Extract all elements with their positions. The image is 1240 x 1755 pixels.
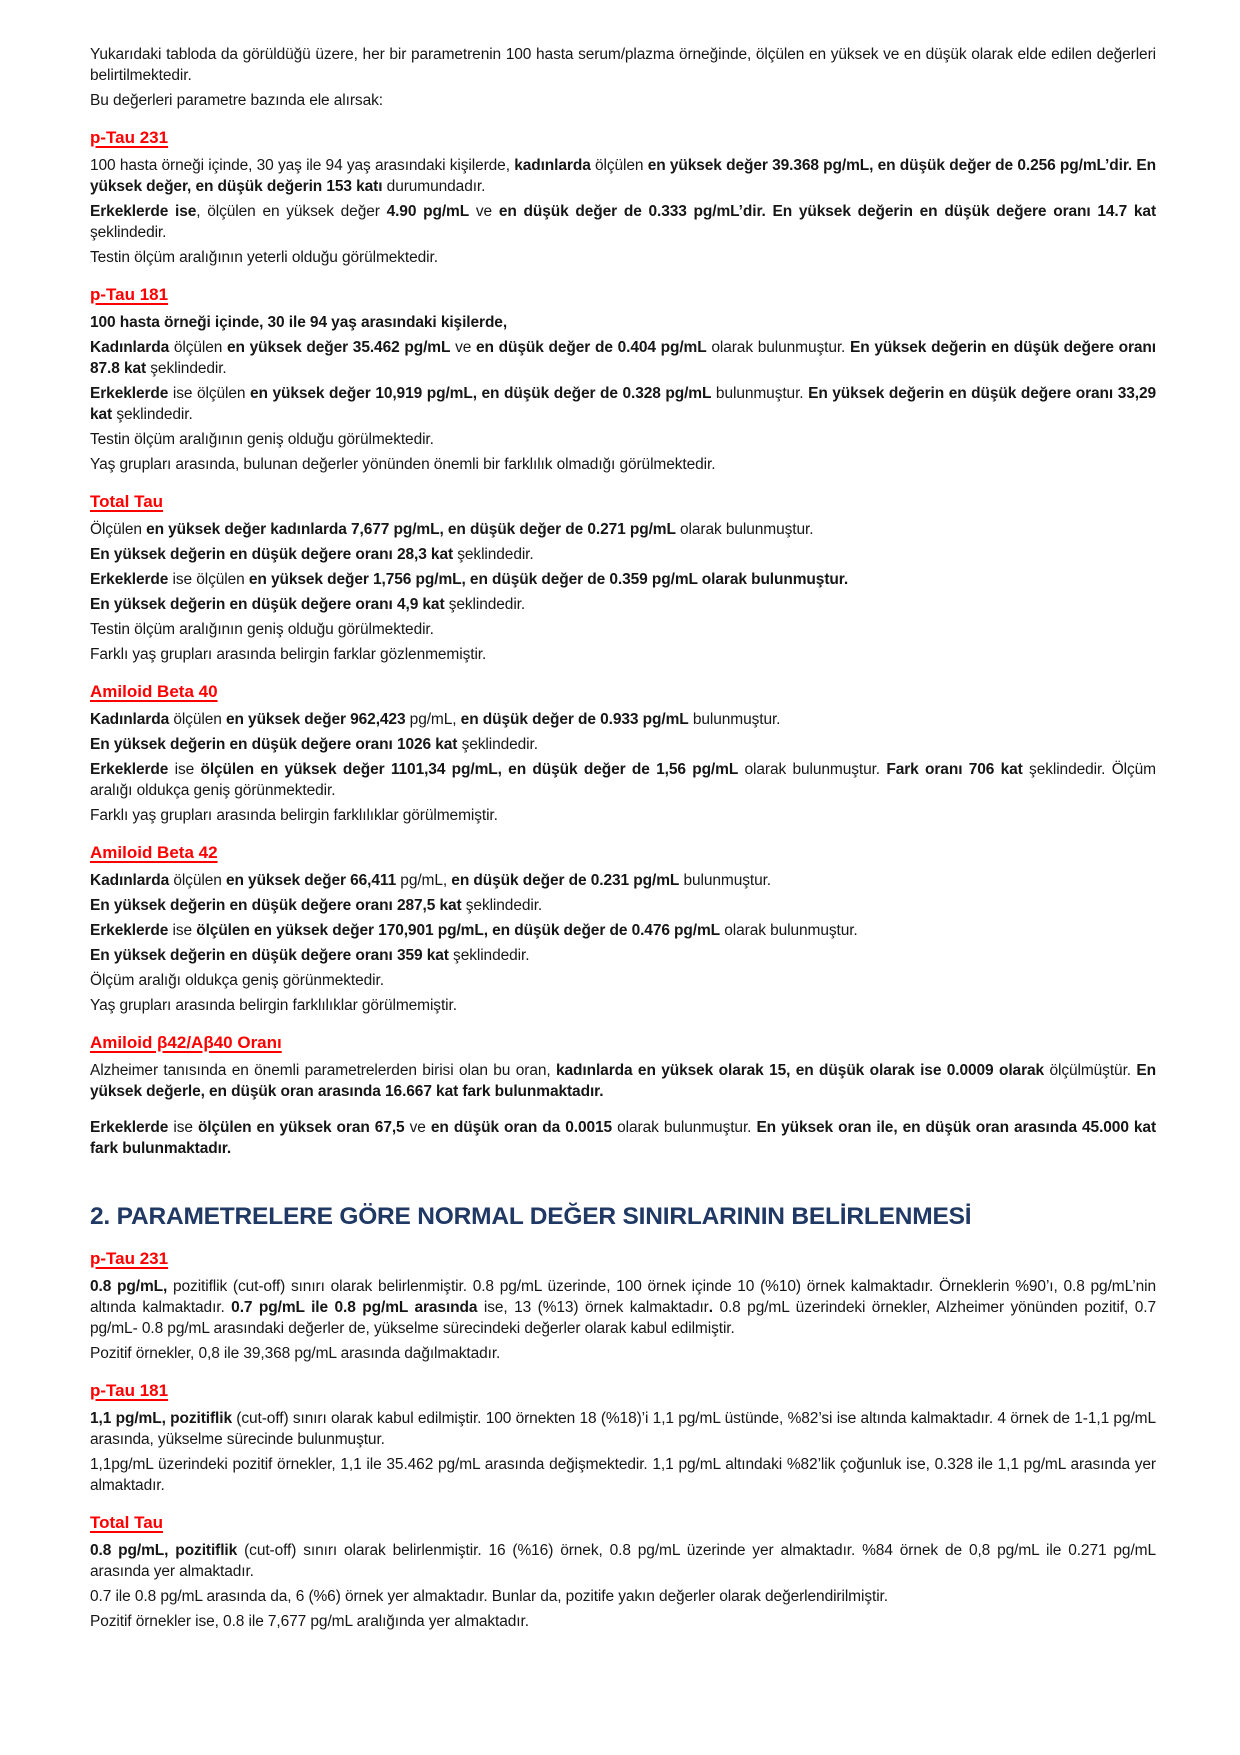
bold-text-run: 0.7 pg/mL ile 0.8 pg/mL arasında — [231, 1299, 478, 1316]
bold-text-run: Fark oranı 706 kat — [886, 761, 1023, 778]
text-run: durumundadır. — [382, 178, 486, 195]
bold-text-run: Erkeklerde — [90, 571, 169, 588]
text-run: Testin ölçüm aralığının yeterli olduğu görülmektedir. — [90, 249, 438, 266]
text-run: ölçülen — [169, 711, 226, 728]
bold-text-run: En yüksek değerin en düşük değere oranı 33,29 kat — [90, 385, 1156, 423]
bold-text-run: 0.8 pg/mL, pozitiflik — [90, 1542, 238, 1559]
text-run: şeklindedir. — [453, 546, 534, 563]
paragraph — [90, 1343, 1156, 1364]
paragraph — [90, 1117, 1156, 1159]
paragraph — [90, 1060, 1156, 1102]
parameter-heading: p-Tau 231 — [90, 1249, 169, 1268]
paragraph — [90, 247, 1156, 268]
paragraph — [90, 454, 1156, 475]
paragraph — [90, 759, 1156, 801]
text-run: ölçülmüştür. — [1044, 1062, 1137, 1079]
bold-text-run: ölçülen en yüksek değer 170,901 pg/mL, en düşük değer de 0.476 pg/mL — [196, 922, 721, 939]
bold-text-run: en yüksek değer 962,423 — [225, 711, 406, 728]
paragraph — [90, 870, 1156, 891]
text-run: şeklindedir. — [146, 360, 227, 377]
paragraph — [90, 429, 1156, 450]
bold-text-run: en düşük değer de 0.933 pg/mL — [460, 711, 689, 728]
text-run: şeklindedir. — [448, 947, 530, 964]
text-run: Alzheimer tanısında en önemli parametrelerden birisi olan bu oran, — [90, 1062, 556, 1079]
text-run: ve — [469, 203, 499, 220]
document-section — [90, 1512, 1156, 1632]
text-run: Yukarıdaki tabloda da görüldüğü üzere, her bir parametrenin 100 hasta serum/plazma örneğinde, ölçülen en yüksek ve en düşük olarak elde edilen değerleri belirtilmektedir. — [90, 46, 1156, 84]
paragraph — [90, 337, 1156, 379]
bold-text-run: Erkeklerde — [90, 1119, 169, 1136]
text-run: bulunmuştur. — [711, 385, 809, 402]
text-run: olarak bulunmuştur. — [675, 521, 814, 538]
text-run: olarak bulunmuştur. — [738, 761, 887, 778]
text-run: şeklindedir. — [444, 596, 526, 613]
bold-text-run: ölçülen en yüksek değer 1101,34 pg/mL, en düşük değer de 1,56 pg/mL — [200, 761, 739, 778]
text-run: şeklindedir. — [90, 224, 167, 241]
document-section — [90, 1032, 1156, 1159]
paragraph — [90, 569, 1156, 590]
bold-text-run: Erkeklerde — [90, 922, 169, 939]
text-run: Bu değerleri parametre bazında ele alırsak: — [90, 92, 383, 109]
bold-text-run: Kadınlarda — [90, 339, 170, 356]
bold-text-run: En yüksek oran ile, en düşük oran arasında 45.000 kat fark bulunmaktadır. — [90, 1119, 1157, 1157]
paragraph — [90, 920, 1156, 941]
bold-text-run: en düşük değer de 0.404 pg/mL — [476, 339, 707, 356]
text-run: olarak bulunmuştur. — [720, 922, 858, 939]
paragraph — [90, 805, 1156, 826]
bold-text-run: kadınlarda — [514, 157, 591, 174]
parameter-heading: Total Tau — [90, 1513, 164, 1532]
bold-text-run: en yüksek değer 1,756 pg/mL, en düşük değer de 0.359 pg/mL olarak bulunmuştur. — [248, 571, 849, 588]
document-section — [90, 491, 1156, 665]
document-section — [90, 127, 1156, 268]
bold-text-run: En yüksek değerle, en düşük oran arasında 16.667 kat fark bulunmaktadır. — [90, 1062, 1156, 1100]
paragraph — [90, 383, 1156, 425]
parameter-heading: p-Tau 181 — [90, 285, 169, 304]
paragraph — [90, 1276, 1156, 1339]
bold-text-run: 100 hasta örneği içinde, 30 ile 94 yaş arasındaki kişilerde, — [90, 314, 508, 331]
text-run: Farklı yaş grupları arasında belirgin farklar gözlenmemiştir. — [90, 646, 487, 663]
parameter-heading: p-Tau 231 — [90, 128, 169, 147]
document-content — [90, 44, 1156, 1632]
paragraph — [90, 709, 1156, 730]
bold-text-run: 0.8 pg/mL, — [90, 1278, 168, 1295]
document-section — [90, 284, 1156, 475]
text-run: ise, 13 (%13) örnek kalmaktadır — [477, 1299, 709, 1316]
parameter-heading: Total Tau — [90, 492, 164, 511]
text-run: pg/mL, — [405, 711, 461, 728]
bold-text-run: En yüksek değerin en düşük değere oranı 4,9 kat — [90, 596, 445, 613]
paragraph — [90, 1454, 1156, 1496]
bold-text-run: ölçülen en yüksek oran 67,5 — [197, 1119, 405, 1136]
text-run: 0.8 pg/mL üzerindeki örnekler, Alzheimer yönünden pozitif, 0.7 pg/mL- 0.8 pg/mL arasındaki değerler de, yükselme sürecindeki değerler olarak kabul edilmiştir. — [90, 1299, 1156, 1337]
bold-text-run: en düşük oran da 0.0015 — [430, 1119, 613, 1136]
document-section — [90, 44, 1156, 111]
main-section-heading: 2. PARAMETRELERE GÖRE NORMAL DEĞER SINIRLARININ BELİRLENMESİ — [90, 1203, 972, 1230]
bold-text-run: En yüksek değerin en düşük değere oranı 287,5 kat — [90, 897, 462, 914]
text-run: ise — [168, 922, 197, 939]
bold-text-run: . — [708, 1299, 713, 1316]
bold-text-run: Erkeklerde — [90, 385, 169, 402]
bold-text-run: en yüksek değer kadınlarda 7,677 pg/mL, en düşük değer de 0.271 pg/mL — [146, 521, 676, 538]
paragraph — [90, 519, 1156, 540]
bold-text-run: kadınlarda en yüksek olarak 15, en düşük olarak ise 0.0009 olarak — [555, 1062, 1045, 1079]
bold-text-run: En yüksek değerin en düşük değere oranı 28,3 kat — [90, 546, 454, 563]
text-run: ve — [450, 339, 476, 356]
text-run: ve — [404, 1119, 431, 1136]
text-run: Testin ölçüm aralığının geniş olduğu görülmektedir. — [90, 621, 434, 638]
text-run: ölçülen — [169, 872, 226, 889]
paragraph — [90, 1611, 1156, 1632]
text-run: ölçülen — [169, 339, 228, 356]
bold-text-run: En yüksek değerin en düşük değere oranı 87.8 kat — [90, 339, 1156, 377]
bold-text-run: en düşük değer de 0.231 pg/mL — [451, 872, 680, 889]
text-run: Ölçüm aralığı oldukça geniş görünmektedir. — [90, 972, 384, 989]
text-run: olarak bulunmuştur. — [612, 1119, 757, 1136]
bold-text-run: en yüksek değer 66,411 — [225, 872, 397, 889]
document-section — [90, 681, 1156, 826]
text-run: Farklı yaş grupları arasında belirgin farklılıklar görülmemiştir. — [90, 807, 498, 824]
text-run: şeklindedir. — [457, 736, 538, 753]
text-run: 1,1pg/mL üzerindeki pozitif örnekler, 1,1 ile 35.462 pg/mL arasında değişmektedir. 1,1 pg/mL altındaki %82’lik çoğunluk ise, 0.328 ile 1,1 pg/mL arasında yer almaktadır. — [90, 1456, 1156, 1494]
document-section — [90, 842, 1156, 1016]
paragraph — [90, 945, 1156, 966]
text-run: bulunmuştur. — [679, 872, 772, 889]
paragraph — [90, 312, 1156, 333]
text-run: Testin ölçüm aralığının geniş olduğu görülmektedir. — [90, 431, 434, 448]
paragraph — [90, 44, 1156, 86]
text-run: 0.7 ile 0.8 pg/mL arasında da, 6 (%6) örnek yer almaktadır. Bunlar da, pozitife yakın değerler olarak değerlendirilmiştir. — [90, 1588, 888, 1605]
bold-text-run: En yüksek değerin en düşük değere oranı 1026 kat — [90, 736, 458, 753]
bold-text-run: Erkeklerde ise — [90, 203, 197, 220]
bold-text-run: en yüksek değer 10,919 pg/mL, en düşük değer de 0.328 pg/mL — [249, 385, 712, 402]
bold-text-run: Kadınlarda — [90, 711, 170, 728]
bold-text-run: 1,1 pg/mL, pozitiflik — [90, 1410, 232, 1427]
paragraph — [90, 201, 1156, 243]
parameter-heading: Amiloid Beta 42 — [90, 843, 218, 862]
text-run: pg/mL, — [396, 872, 452, 889]
paragraph — [90, 155, 1156, 197]
text-run: Ölçülen — [90, 521, 147, 538]
text-run: Pozitif örnekler, 0,8 ile 39,368 pg/mL arasında dağılmaktadır. — [90, 1345, 501, 1362]
text-run: şeklindedir. Ölçüm aralığı oldukça geniş görünmektedir. — [90, 761, 1156, 799]
text-run: Pozitif örnekler ise, 0.8 ile 7,677 pg/mL aralığında yer almaktadır. — [90, 1613, 529, 1630]
document-section — [90, 1248, 1156, 1364]
paragraph — [90, 544, 1156, 565]
paragraph — [90, 594, 1156, 615]
document-section — [90, 1380, 1156, 1496]
paragraph — [90, 895, 1156, 916]
paragraph — [90, 1540, 1156, 1582]
paragraph — [90, 644, 1156, 665]
text-run: şeklindedir. — [461, 897, 543, 914]
paragraph — [90, 90, 1156, 111]
paragraph — [90, 1408, 1156, 1450]
text-run: ise — [168, 1119, 198, 1136]
paragraph — [90, 734, 1156, 755]
bold-text-run: En yüksek değerin en düşük değere oranı 359 kat — [90, 947, 449, 964]
text-run: ise ölçülen — [168, 385, 250, 402]
bold-text-run: Kadınlarda — [90, 872, 170, 889]
paragraph — [90, 1586, 1156, 1607]
text-run: Yaş grupları arasında, bulunan değerler yönünden önemli bir farklılık olmadığı görülmektedir. — [90, 456, 716, 473]
text-run: (cut-off) sınırı olarak belirlenmiştir. 16 (%16) örnek, 0.8 pg/mL üzerinde yer almaktadır. %84 örnek de 0,8 pg/mL ile 0.271 pg/mL arasında yer almaktadır. — [90, 1542, 1156, 1580]
bold-text-run: en düşük değer de 0.333 pg/mL’dir. En yüksek değerin en düşük değere oranı 14.7 kat — [498, 203, 1157, 220]
text-run: olarak bulunmuştur. — [706, 339, 851, 356]
paragraph — [90, 619, 1156, 640]
bold-text-run: Erkeklerde — [90, 761, 169, 778]
text-run: 100 hasta örneği içinde, 30 yaş ile 94 yaş arasındaki kişilerde, — [90, 157, 515, 174]
parameter-heading: Amiloid Beta 40 — [90, 682, 218, 701]
parameter-heading: p-Tau 181 — [90, 1381, 169, 1400]
text-run: , ölçülen en yüksek değer — [196, 203, 387, 220]
parameter-heading: Amiloid β42/Aβ40 Oranı — [90, 1033, 282, 1052]
text-run: bulunmuştur. — [688, 711, 781, 728]
text-run: ölçülen — [590, 157, 648, 174]
document-section — [90, 1201, 1156, 1232]
bold-text-run: en yüksek değer 39.368 pg/mL, en düşük değer de 0.256 pg/mL’dir. En yüksek değer, en düşük değerin 153 katı — [90, 157, 1156, 195]
paragraph — [90, 995, 1156, 1016]
paragraph — [90, 970, 1156, 991]
text-run: ise ölçülen — [168, 571, 249, 588]
text-run: ise — [168, 761, 201, 778]
bold-text-run: en yüksek değer 35.462 pg/mL — [227, 339, 451, 356]
text-run: Yaş grupları arasında belirgin farklılıklar görülmemiştir. — [90, 997, 457, 1014]
text-run: pozitiflik (cut-off) sınırı olarak belirlenmiştir. 0.8 pg/mL üzerinde, 100 örnek içinde 10 (%10) örnek kalmaktadır. Örneklerin %90’ı, 0.8 pg/mL’nin altında kalmaktadır. — [90, 1278, 1156, 1316]
text-run: (cut-off) sınırı olarak kabul edilmiştir. 100 örnekten 18 (%18)’i 1,1 pg/mL üstünde, %82’si ise altında kalmaktadır. 4 örnek de 1-1,1 pg/mL arasında, yükselme sürecinde bulunmuştur. — [90, 1410, 1156, 1448]
bold-text-run: 4.90 pg/mL — [386, 203, 470, 220]
text-run: şeklindedir. — [112, 406, 193, 423]
